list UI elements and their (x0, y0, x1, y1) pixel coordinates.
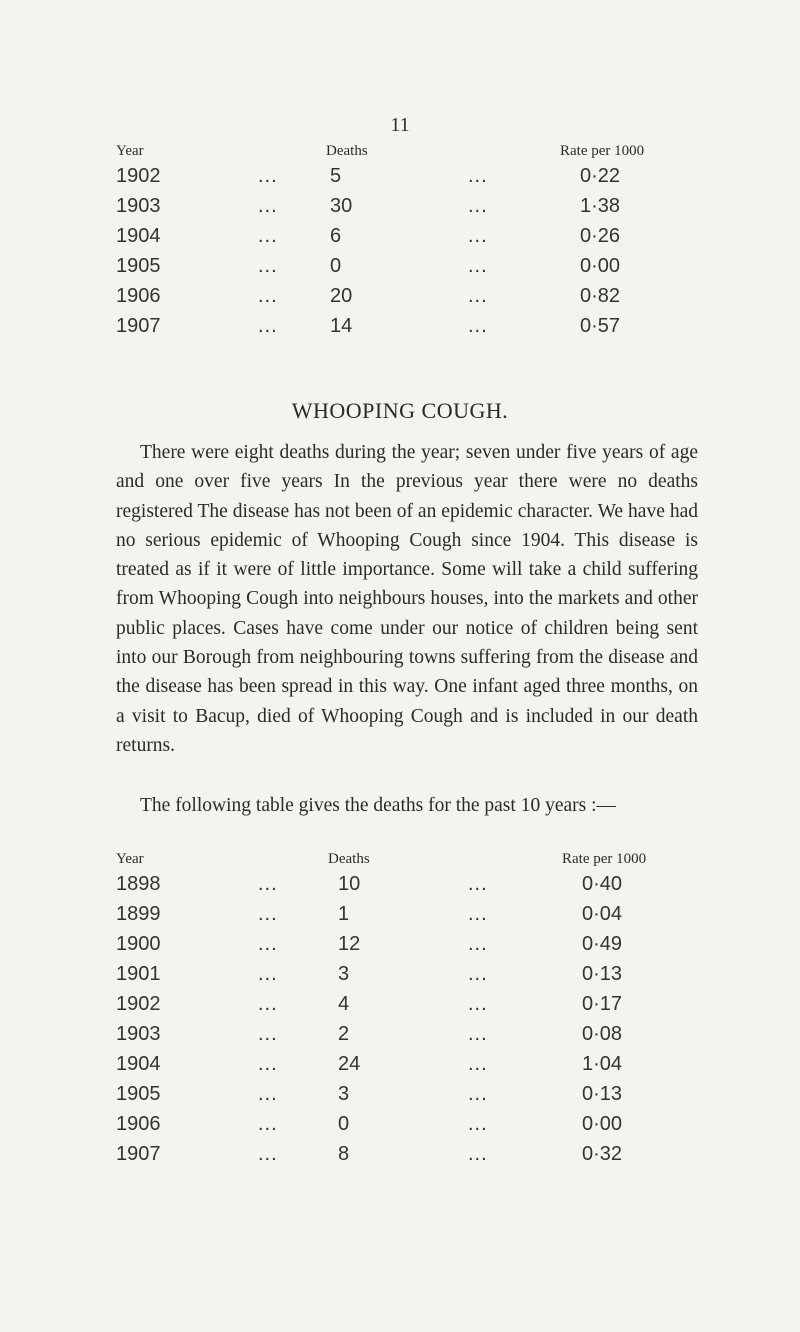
leader-dots: ... (258, 1143, 278, 1165)
leader-dots: ... (258, 195, 278, 217)
deaths-cell: 30 (330, 195, 353, 217)
leader-dots: ... (258, 315, 278, 337)
rate-cell: 1·04 (582, 1053, 623, 1075)
table-row (0, 873, 800, 903)
leader-dots: ... (258, 993, 278, 1015)
year-cell: 1906 (116, 1113, 161, 1135)
year-cell: 1901 (116, 963, 161, 985)
table-row (0, 165, 800, 195)
leader-dots: ... (258, 1023, 278, 1045)
rate-cell: 0·17 (582, 993, 623, 1015)
deaths-cell: 24 (338, 1053, 361, 1075)
deaths-cell: 20 (330, 285, 353, 307)
deaths-table-2 (0, 851, 800, 1173)
body-paragraph: There were eight deaths during the year; seven under five years of age and one over five years In the previous year there were no deaths registered The disease has not been of an epidemic character. We have had no serious epidemic of Whooping Cough since 1904. This disease is treated as if it were of little importance. Some will take a child suffering from Whooping Cough into neighbours houses, into the markets and other public places. Cases have come under our notice of children being sent into our Borough from neighbouring towns suffering from the disease and the disease has been spread in this way. One infant aged three months, on a visit to Bacup, died of Whooping Cough and is included in our death returns. (116, 442, 698, 756)
leader-dots: ... (468, 1083, 488, 1105)
leader-dots: ... (258, 933, 278, 955)
leader-dots: ... (468, 903, 488, 925)
rate-cell: 0·32 (582, 1143, 623, 1165)
leader-dots: ... (258, 165, 278, 187)
rate-column-header: Rate per 1000 (560, 143, 645, 159)
table-row (0, 993, 800, 1023)
table-row (0, 1143, 800, 1173)
leader-dots: ... (468, 165, 488, 187)
table-row (0, 903, 800, 933)
rate-cell: 0·13 (582, 963, 623, 985)
leader-dots: ... (468, 1113, 488, 1135)
table-row (0, 315, 800, 345)
deaths-cell: 10 (338, 873, 361, 895)
table-row (0, 1023, 800, 1053)
year-cell: 1903 (116, 1023, 161, 1045)
year-cell: 1906 (116, 285, 161, 307)
deaths-table-1 (0, 143, 800, 345)
leader-dots: ... (258, 1113, 278, 1135)
year-column-header: Year (116, 143, 144, 159)
leader-dots: ... (258, 285, 278, 307)
deaths-cell: 1 (338, 903, 350, 925)
year-cell: 1904 (116, 1053, 161, 1075)
deaths-cell: 8 (338, 1143, 350, 1165)
table-row (0, 255, 800, 285)
rate-cell: 0·08 (582, 1023, 623, 1045)
year-cell: 1907 (116, 315, 161, 337)
table-row (0, 225, 800, 255)
year-cell: 1905 (116, 255, 161, 277)
leader-dots: ... (468, 315, 488, 337)
leader-dots: ... (468, 993, 488, 1015)
leader-dots: ... (468, 1143, 488, 1165)
rate-cell: 0·04 (582, 903, 623, 925)
rate-cell: 0·00 (582, 1113, 623, 1135)
year-cell: 1905 (116, 1083, 161, 1105)
leader-dots: ... (468, 1053, 488, 1075)
deaths-column-header: Deaths (328, 851, 370, 867)
leader-dots: ... (258, 1053, 278, 1075)
year-cell: 1900 (116, 933, 161, 955)
section-heading: WHOOPING COUGH. (291, 398, 509, 423)
table-body (0, 165, 800, 345)
rate-cell: 0·13 (582, 1083, 623, 1105)
leader-dots: ... (468, 195, 488, 217)
table-row (0, 933, 800, 963)
page-number: 11 (390, 114, 410, 136)
leader-dots: ... (468, 255, 488, 277)
rate-cell: 0·82 (580, 285, 621, 307)
deaths-cell: 14 (330, 315, 353, 337)
deaths-cell: 3 (338, 963, 350, 985)
table-row (0, 1113, 800, 1143)
table-row (0, 963, 800, 993)
deaths-cell: 3 (338, 1083, 350, 1105)
leader-dots: ... (258, 873, 278, 895)
rate-cell: 1·38 (580, 195, 621, 217)
leader-dots: ... (468, 873, 488, 895)
table-row (0, 1083, 800, 1113)
year-cell: 1899 (116, 903, 161, 925)
deaths-cell: 0 (330, 255, 342, 277)
deaths-cell: 5 (330, 165, 342, 187)
deaths-cell: 0 (338, 1113, 350, 1135)
rate-column-header: Rate per 1000 (562, 851, 647, 867)
table-body (0, 873, 800, 1173)
leader-dots: ... (258, 1083, 278, 1105)
year-cell: 1898 (116, 873, 161, 895)
leader-dots: ... (468, 285, 488, 307)
year-cell: 1907 (116, 1143, 161, 1165)
rate-cell: 0·40 (582, 873, 623, 895)
deaths-cell: 4 (338, 993, 350, 1015)
table-header (0, 143, 800, 165)
leader-dots: ... (258, 255, 278, 277)
rate-cell: 0·00 (580, 255, 621, 277)
table-row (0, 1053, 800, 1083)
table-intro-paragraph: The following table gives the deaths for the past 10 years :— (140, 795, 616, 816)
leader-dots: ... (468, 225, 488, 247)
leader-dots: ... (468, 963, 488, 985)
year-cell: 1904 (116, 225, 161, 247)
table-row (0, 285, 800, 315)
leader-dots: ... (468, 1023, 488, 1045)
rate-cell: 0·57 (580, 315, 621, 337)
year-column-header: Year (116, 851, 144, 867)
rate-cell: 0·22 (580, 165, 621, 187)
rate-cell: 0·26 (580, 225, 621, 247)
leader-dots: ... (258, 963, 278, 985)
leader-dots: ... (258, 903, 278, 925)
deaths-cell: 6 (330, 225, 342, 247)
leader-dots: ... (258, 225, 278, 247)
leader-dots: ... (468, 933, 488, 955)
deaths-cell: 2 (338, 1023, 350, 1045)
table-header (0, 851, 800, 873)
year-cell: 1903 (116, 195, 161, 217)
year-cell: 1902 (116, 165, 161, 187)
year-cell: 1902 (116, 993, 161, 1015)
deaths-cell: 12 (338, 933, 361, 955)
deaths-column-header: Deaths (326, 143, 368, 159)
rate-cell: 0·49 (582, 933, 623, 955)
table-row (0, 195, 800, 225)
